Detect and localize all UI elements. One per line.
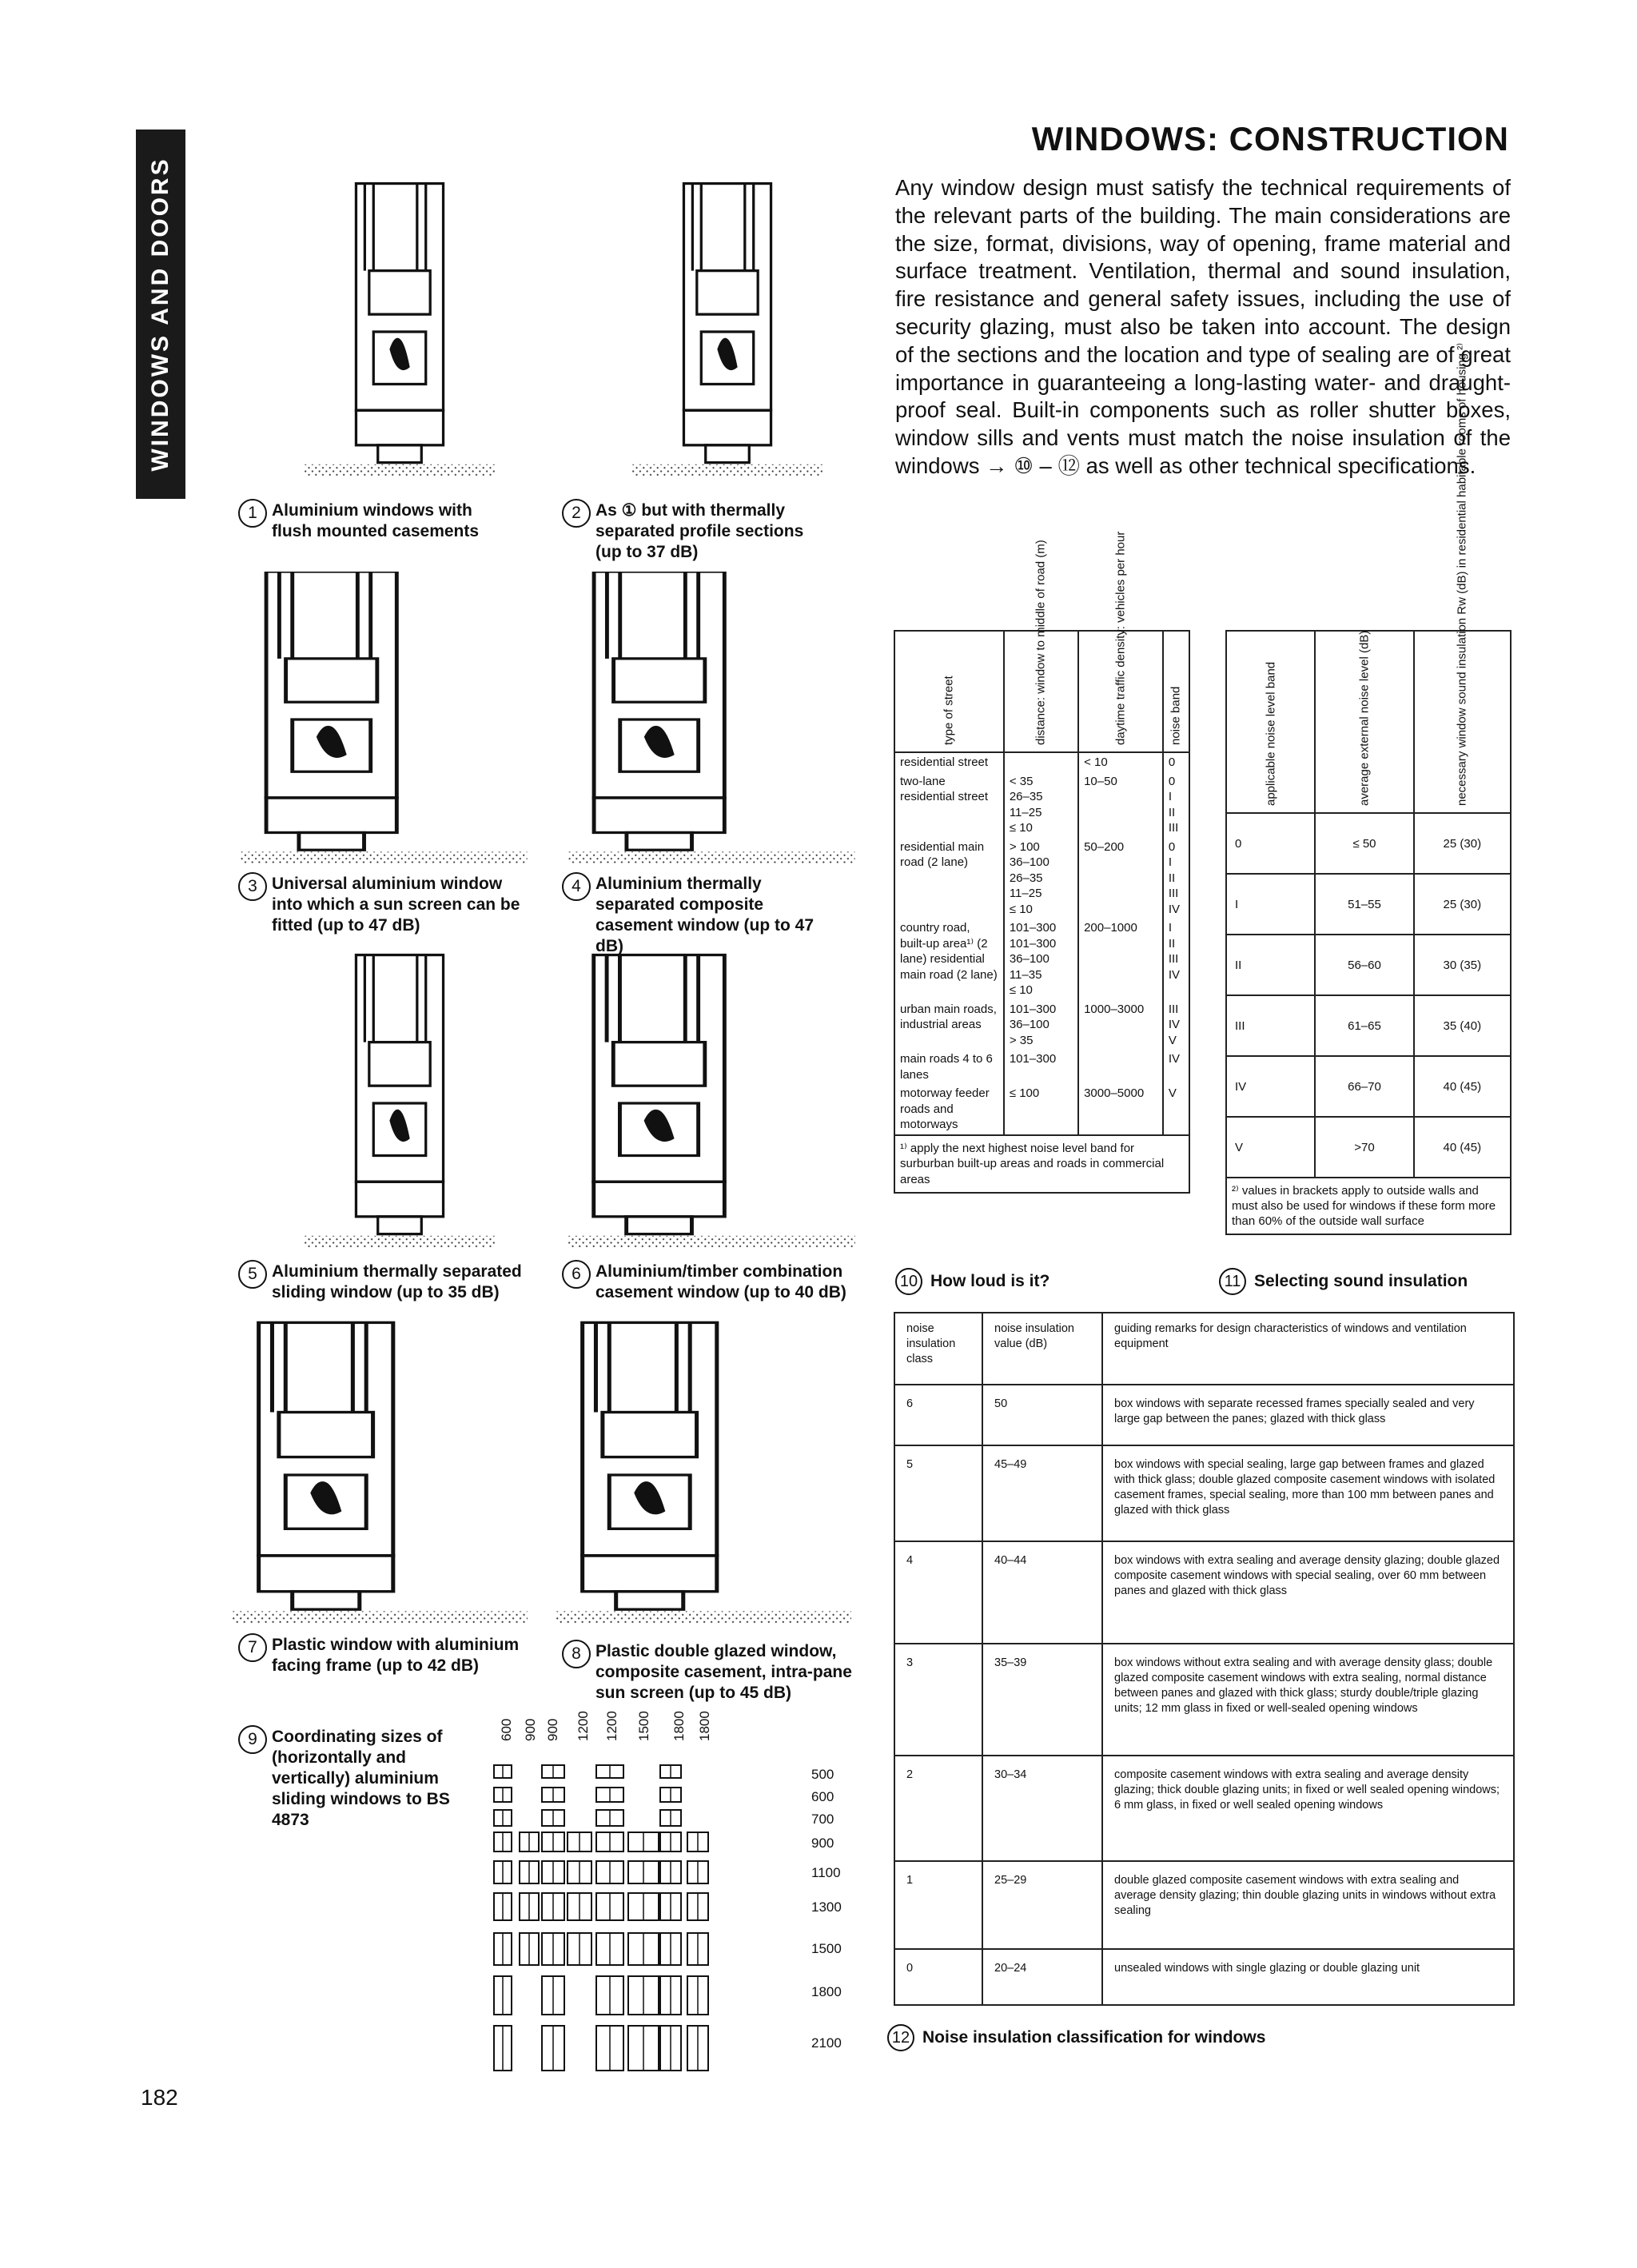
figure-2-number: 2	[562, 499, 591, 528]
t12-cell: box windows with separate recessed frames specially sealed and very large gap between the panes; glazed with thick glass	[1102, 1385, 1514, 1445]
t10-cell-dist: 101–300	[1004, 1050, 1078, 1084]
coord-height-label: 2100	[811, 2035, 842, 2051]
figure-4-number: 4	[562, 872, 591, 901]
t12-cell: 4	[894, 1541, 982, 1644]
t10-footnote: ¹⁾ apply the next highest noise level band for surburban built-up areas and roads in commercial areas	[894, 1135, 1189, 1194]
t10-cell-dist: 101–300 101–300 36–100 11–35 ≤ 10	[1004, 919, 1078, 1000]
figure-3-drawing	[240, 572, 528, 867]
t12-cell: noise insulation value (dB)	[982, 1313, 1102, 1385]
table-row	[1226, 1117, 1511, 1178]
coord-width-label: 600	[499, 1718, 514, 1741]
t10-cell-traffic	[1078, 1050, 1163, 1084]
coord-width-label: 1200	[604, 1711, 619, 1741]
t10-header-distance: distance: window to middle of road (m)	[1004, 631, 1078, 752]
t12-cell: double glazed composite casement windows with extra sealing and average density glazing; thin double glazing units in windows without extra sealing	[1102, 1861, 1514, 1949]
t11-cell: ≤ 50	[1315, 813, 1413, 874]
t11-cell: 51–55	[1315, 874, 1413, 935]
table-12-caption: 12 Noise insulation classification for windows	[887, 2024, 1265, 2051]
coord-width-label: 1800	[671, 1711, 687, 1741]
t11-cell: II	[1226, 935, 1315, 995]
t10-cell-dist: ≤ 100	[1004, 1084, 1078, 1135]
t10-cell-band: 0	[1163, 752, 1189, 772]
t10-cell-band: 0 I II III IV	[1163, 838, 1189, 919]
coord-width-label: 1800	[697, 1711, 712, 1741]
t12-cell: composite casement windows with extra sealing and average density glazing; thick double glazing units; in fixed or well sealed opening windows; 6 mm glass, in fixed or well sealed opening windows	[1102, 1756, 1514, 1861]
table-row	[894, 772, 1189, 838]
t11-cell: 0	[1226, 813, 1315, 874]
t10-cell-type: urban main roads, industrial areas	[900, 1002, 997, 1031]
figure-6-number: 6	[562, 1260, 591, 1289]
figure-8-number: 8	[562, 1640, 591, 1668]
t11-cell: 56–60	[1315, 935, 1413, 995]
t10-cell-traffic: 3000–5000	[1078, 1084, 1163, 1135]
figure-7-number: 7	[238, 1633, 267, 1662]
table-row	[894, 919, 1189, 1000]
figure-9-number: 9	[238, 1725, 267, 1754]
figure-5-drawing	[304, 951, 496, 1255]
t10-cell-type: main roads 4 to 6 lanes	[900, 1052, 993, 1082]
table-row	[1226, 874, 1511, 935]
t11-cell: I	[1226, 874, 1315, 935]
t11-cell: 35 (40)	[1414, 995, 1511, 1056]
t10-cell-type: residential main road (2 lane)	[900, 839, 985, 869]
t12-cell: box windows without extra sealing and with average density glass; double glazed composite casement windows with extra sealing, normal distance between panes and glazed with thick glass; sturdy double/triple glazing units; 12 mm glass in fixed or well-sealed opening windows	[1102, 1644, 1514, 1756]
figure-4-caption: 4 Aluminium thermally separated composite casement window (up to 47 dB)	[595, 874, 843, 957]
table-row	[894, 1000, 1189, 1050]
figure-6-caption: 6 Aluminium/timber combination casement window (up to 40 dB)	[595, 1262, 867, 1303]
t10-cell-band: I II III IV	[1163, 919, 1189, 1000]
table-noise-classification	[894, 1312, 1515, 2006]
table-row	[894, 1756, 1514, 1861]
t12-cell: 1	[894, 1861, 982, 1949]
t10-cell-type: residential street	[900, 755, 989, 769]
page-number: 182	[141, 2085, 178, 2110]
t12-cell: 5	[894, 1445, 982, 1541]
table-row	[894, 752, 1189, 772]
t12-cell: 40–44	[982, 1541, 1102, 1644]
t11-cell: IV	[1226, 1056, 1315, 1117]
t12-cell: 20–24	[982, 1949, 1102, 2005]
section-tab	[136, 130, 185, 499]
coord-height-label: 700	[811, 1812, 834, 1827]
coord-width-label: 1500	[636, 1711, 651, 1741]
t11-cell: 30 (35)	[1414, 935, 1511, 995]
figure-1-caption: 1 Aluminium windows with flush mounted casements	[272, 500, 512, 542]
figure-1-number: 1	[238, 499, 267, 528]
page-title: WINDOWS: CONSTRUCTION	[1031, 120, 1509, 157]
t12-cell: guiding remarks for design characteristics of windows and ventilation equipment	[1102, 1313, 1514, 1385]
t12-cell: unsealed windows with single glazing or double glazing unit	[1102, 1949, 1514, 2005]
t10-cell-traffic: 1000–3000	[1078, 1000, 1163, 1050]
t10-header-type: type of street	[894, 631, 1004, 752]
t12-cell: 30–34	[982, 1756, 1102, 1861]
coord-height-label: 1300	[811, 1899, 842, 1915]
t11-cell: 61–65	[1315, 995, 1413, 1056]
t11-cell: 25 (30)	[1414, 813, 1511, 874]
table-row	[894, 1385, 1514, 1445]
figure-3-caption: 3 Universal aluminium window into which a sun screen can be fitted (up to 47 dB)	[272, 874, 528, 936]
t12-cell: 0	[894, 1949, 982, 2005]
t11-footnote: ²⁾ values in brackets apply to outside walls and must also be used for windows if these form more than 60% of the outside wall surface	[1226, 1178, 1511, 1234]
t10-cell-band: III IV V	[1163, 1000, 1189, 1050]
t12-cell: noise insulation class	[906, 1322, 956, 1365]
section-tab-label: WINDOWS AND DOORS	[147, 157, 173, 472]
table-how-loud	[894, 531, 1190, 1194]
figure-2-caption: 2 As ① but with thermally separated profile sections (up to 37 dB)	[595, 500, 827, 563]
table-row	[1226, 935, 1511, 995]
figure-2-drawing	[631, 180, 823, 484]
table-row	[1226, 995, 1511, 1056]
t11-header-band: applicable noise level band	[1226, 631, 1315, 813]
intro-paragraph: Any window design must satisfy the technical requirements of the relevant parts of the building. The main considerations are the size, format, divisions, way of opening, frame material and surface treatment. Ventilation, thermal and sound insulation, fire resistance and general safety issues, including the use of security glazing, must also be taken into account. The design of the sections and the location and type of sealing are of great importance in guaranteeing a long-lasting water- and draught-proof seal. Built-in components such as roller shutter boxes, window sills and vents must match the noise insulation of the windows → ⑩ – ⑫ as well as other technical specifications.	[895, 175, 1511, 478]
t12-cell: 50	[982, 1385, 1102, 1445]
t12-cell: 3	[894, 1644, 982, 1756]
t10-cell-type: country road, built-up area¹⁾ (2 lane) residential main road (2 lane)	[900, 921, 998, 982]
table-row	[894, 1445, 1514, 1541]
t10-cell-dist: > 100 36–100 26–35 11–25 ≤ 10	[1004, 838, 1078, 919]
table-11-caption: 11 Selecting sound insulation	[1219, 1268, 1468, 1295]
t12-cell: 6	[894, 1385, 982, 1445]
coordinating-sizes-grid	[488, 1693, 842, 2069]
figure-6-drawing	[568, 951, 855, 1255]
t11-cell: 40 (45)	[1414, 1056, 1511, 1117]
t10-cell-dist: < 35 26–35 11–25 ≤ 10	[1004, 772, 1078, 838]
figure-1-drawing	[304, 180, 496, 484]
figure-3-number: 3	[238, 872, 267, 901]
t11-header-rw: necessary window sound insulation Rw (dB) in residential habitable rooms of housing ²⁾	[1414, 631, 1511, 813]
t10-cell-traffic: 200–1000	[1078, 919, 1163, 1000]
t12-cell: box windows with special sealing, large gap between frames and glazed with thick glass; double glazed composite casement windows with isolated casement frames, special sealing, more than 100 mm between panes and glazed with thick glass	[1102, 1445, 1514, 1541]
coord-height-label: 500	[811, 1767, 834, 1782]
t10-cell-traffic: 10–50	[1078, 772, 1163, 838]
t12-header-row	[894, 1313, 1514, 1385]
coord-height-label: 1500	[811, 1941, 842, 1956]
figure-5-caption: 5 Aluminium thermally separated sliding window (up to 35 dB)	[272, 1262, 544, 1303]
t12-cell: 25–29	[982, 1861, 1102, 1949]
t11-cell: V	[1226, 1117, 1315, 1178]
table-row	[894, 1861, 1514, 1949]
t11-cell: >70	[1315, 1117, 1413, 1178]
coord-width-label: 1200	[576, 1711, 591, 1741]
t11-cell: 40 (45)	[1414, 1117, 1511, 1178]
t10-cell-type: two-lane residential street	[900, 774, 989, 803]
coord-height-label: 1800	[811, 1984, 842, 1999]
t10-cell-dist	[1004, 752, 1078, 772]
t10-cell-traffic: 50–200	[1078, 838, 1163, 919]
figure-7-caption: 7 Plastic window with aluminium facing frame (up to 42 dB)	[272, 1635, 528, 1676]
coord-width-label: 900	[545, 1718, 560, 1741]
table-row	[894, 1050, 1189, 1084]
table-row	[894, 838, 1189, 919]
t12-cell: box windows with extra sealing and average density glazing; double glazed composite casement windows with special sealing, over 60 mm between panes and glazed with thick glass	[1102, 1541, 1514, 1644]
t11-header-level: average external noise level (dB)	[1315, 631, 1413, 813]
table-row	[1226, 1056, 1511, 1117]
t11-cell: III	[1226, 995, 1315, 1056]
t10-cell-traffic: < 10	[1078, 752, 1163, 772]
table-row	[1226, 813, 1511, 874]
t12-cell: 2	[894, 1756, 982, 1861]
table-10-caption: 10 How loud is it?	[895, 1268, 1050, 1295]
t11-cell: 66–70	[1315, 1056, 1413, 1117]
coord-height-label: 600	[811, 1789, 834, 1804]
t10-cell-dist: 101–300 36–100 > 35	[1004, 1000, 1078, 1050]
table-row	[894, 1084, 1189, 1135]
figure-8-caption: 8 Plastic double glazed window, composite casement, intra-pane sun screen (up to 45 dB)	[595, 1641, 867, 1704]
t10-cell-band: V	[1163, 1084, 1189, 1135]
figure-8-drawing	[556, 1319, 851, 1631]
t11-cell: 25 (30)	[1414, 874, 1511, 935]
table-sound-insulation	[1225, 343, 1512, 1235]
t10-header-band: noise band	[1163, 631, 1189, 752]
t12-cell: 45–49	[982, 1445, 1102, 1541]
t10-cell-band: IV	[1163, 1050, 1189, 1084]
t10-header-traffic: daytime traffic density: vehicles per hour	[1078, 631, 1163, 752]
t10-cell-type: motorway feeder roads and motorways	[900, 1086, 990, 1131]
figure-9-caption: 9 Coordinating sizes of (horizontally and vertically) aluminium sliding windows to BS 4873	[272, 1727, 464, 1831]
coord-height-label: 900	[811, 1836, 834, 1851]
figure-5-number: 5	[238, 1260, 267, 1289]
figure-4-drawing	[568, 572, 855, 867]
table-row	[894, 1644, 1514, 1756]
t10-cell-band: 0 I II III	[1163, 772, 1189, 838]
table-row	[894, 1949, 1514, 2005]
t12-cell: 35–39	[982, 1644, 1102, 1756]
table-row	[894, 1541, 1514, 1644]
coord-width-label: 900	[523, 1718, 538, 1741]
coord-height-label: 1100	[811, 1865, 841, 1880]
figure-7-drawing	[232, 1319, 528, 1631]
